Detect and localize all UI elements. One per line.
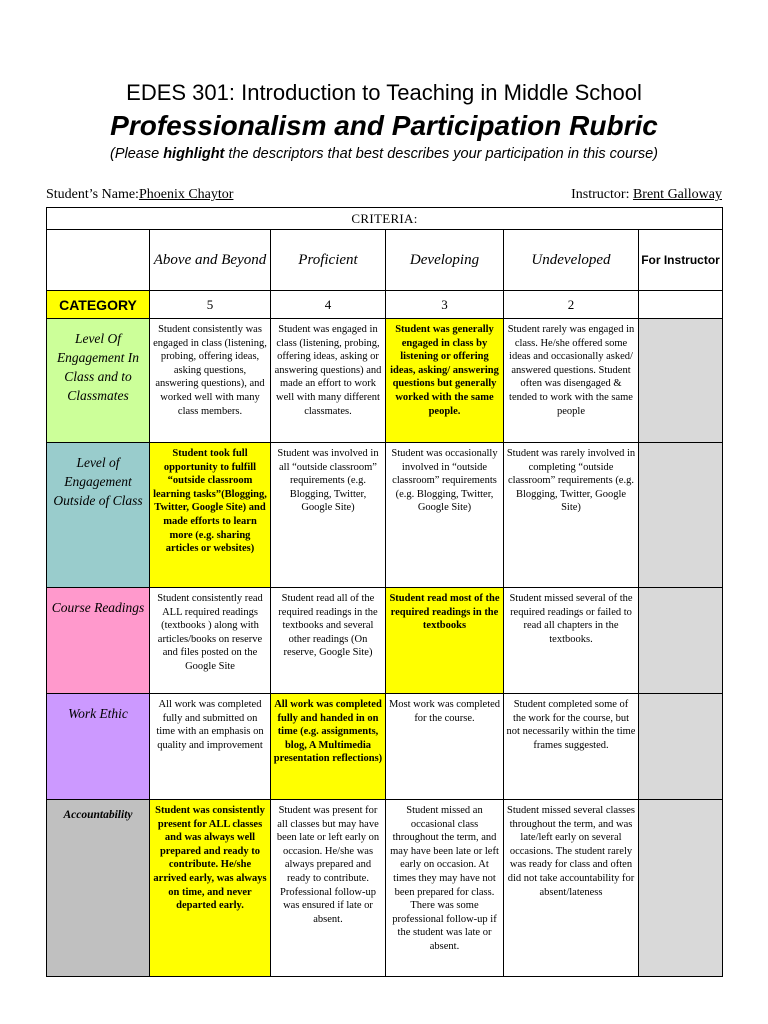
category-course-readings: Course Readings	[47, 588, 150, 694]
descriptor-cell-highlighted[interactable]: Student was generally engaged in class by listening or offering ideas, asking/ answering questions but generally worked with the same people.	[386, 319, 504, 443]
rubric-title: Professionalism and Participation Rubric	[110, 110, 658, 141]
category-engagement-outside-class: Level of Engagement Outside of Class	[47, 443, 150, 588]
rubric-row-work-ethic	[47, 694, 723, 800]
descriptor-cell[interactable]: Student missed several of the required readings or failed to read all chapters in the textbooks.	[504, 588, 639, 694]
descriptor-cell[interactable]: Student completed some of the work for the course, but not necessarily within the time frames suggested.	[504, 694, 639, 800]
instructions-post: the descriptors that best describes your participation in this course)	[224, 146, 658, 162]
criteria-header: CRITERIA:	[47, 208, 723, 230]
header-blank	[47, 230, 150, 291]
rubric-row-engagement-in-class	[47, 319, 723, 443]
score-2: 2	[504, 291, 639, 319]
descriptor-cell[interactable]: Student was rarely involved in completing “outside classroom” requirements (e.g. Blogging, Twitter, Google Site)	[504, 443, 639, 588]
student-name-label: Student’s Name:	[46, 187, 139, 202]
descriptor-cell[interactable]: All work was completed fully and submitted on time with an emphasis on quality and improvement	[150, 694, 271, 800]
descriptor-cell[interactable]: Student was occasionally involved in “outside classroom” requirements (e.g. Blogging, Twitter, Google Site)	[386, 443, 504, 588]
column-header-proficient: Proficient	[271, 230, 386, 291]
instructor-row	[571, 187, 722, 203]
instructor-value: Brent Galloway	[632, 187, 722, 202]
descriptor-cell[interactable]: Student was present for all classes but may have been late or left early on occasion. He/she was always prepared and ready to contribute. Professional follow-up was ensured if late or absent.	[271, 800, 386, 977]
category-accountability: Accountability	[47, 800, 150, 977]
descriptor-cell[interactable]: Student missed an occasional class throughout the term, and may have been late or left early on occasion. At times they may have not been prepared for class. There was some professional follow-up if the student was late or absent.	[386, 800, 504, 977]
descriptor-cell-highlighted[interactable]: All work was completed fully and handed in on time (e.g. assignments, blog, A Multimedia presentation reflections)	[271, 694, 386, 800]
rubric-row-accountability	[47, 800, 723, 977]
column-header-for-instructor: For Instructor	[639, 230, 723, 291]
score-3: 3	[386, 291, 504, 319]
instructor-cell[interactable]	[639, 694, 723, 800]
instructions	[0, 146, 768, 162]
descriptor-cell-highlighted[interactable]: Student read most of the required readings in the textbooks	[386, 588, 504, 694]
student-name-value: Phoenix Chaytor	[138, 187, 234, 202]
column-header-undeveloped: Undeveloped	[504, 230, 639, 291]
column-header-above-and-beyond: Above and Beyond	[150, 230, 271, 291]
descriptor-cell-highlighted[interactable]: Student was consistently present for ALL classes and was always well prepared and ready to contribute. He/she arrived early, was always on time, and never departed early.	[150, 800, 271, 977]
course-title: EDES 301: Introduction to Teaching in Middle School	[126, 80, 642, 105]
descriptor-cell[interactable]: Student rarely was engaged in class. He/she offered some ideas and occasionally asked/ answered questions. Student often was disengaged & tended to work with the same people	[504, 319, 639, 443]
student-name-row	[46, 187, 233, 203]
instructor-label: Instructor:	[571, 187, 633, 202]
instructor-cell[interactable]	[639, 443, 723, 588]
category-label: CATEGORY	[47, 291, 150, 319]
category-engagement-in-class: Level Of Engagement In Class and to Classmates	[47, 319, 150, 443]
descriptor-cell[interactable]: Student was engaged in class (listening, probing, offering ideas, asking or answering questions) and made an effort to work well with many different classmates.	[271, 319, 386, 443]
column-header-developing: Developing	[386, 230, 504, 291]
instructor-cell[interactable]	[639, 319, 723, 443]
descriptor-cell[interactable]: Most work was completed for the course.	[386, 694, 504, 800]
instructor-cell[interactable]	[639, 800, 723, 977]
descriptor-cell[interactable]: Student consistently was engaged in class (listening, probing, offering ideas, asking questions, answering questions), and worked well with many class members.	[150, 319, 271, 443]
descriptor-cell[interactable]: Student missed several classes throughout the term, and was late/left early on several occasions. The student rarely was ready for class and often did not take accountability for absent/lateness	[504, 800, 639, 977]
descriptor-cell[interactable]: Student was involved in all “outside classroom” requirements (e.g. Blogging, Twitter, Google Site)	[271, 443, 386, 588]
rubric-table	[46, 207, 723, 977]
instructor-cell[interactable]	[639, 588, 723, 694]
instructions-bold: highlight	[163, 146, 225, 162]
descriptor-cell[interactable]: Student consistently read ALL required readings (textbooks ) along with articles/books on reserve and files posted on the Google Site	[150, 588, 271, 694]
category-work-ethic: Work Ethic	[47, 694, 150, 800]
descriptor-cell-highlighted[interactable]: Student took full opportunity to fulfill “outside classroom learning tasks”(Blogging, Twitter, Google Site) and made efforts to learn more (e.g. sharing articles or websites)	[150, 443, 271, 588]
rubric-row-engagement-outside-class	[47, 443, 723, 588]
rubric-row-course-readings	[47, 588, 723, 694]
score-5: 5	[150, 291, 271, 319]
instructions-pre: (Please	[109, 146, 164, 162]
score-4: 4	[271, 291, 386, 319]
score-instructor-blank	[639, 291, 723, 319]
descriptor-cell[interactable]: Student read all of the required readings in the textbooks and several other readings (On reserve, Google Site)	[271, 588, 386, 694]
